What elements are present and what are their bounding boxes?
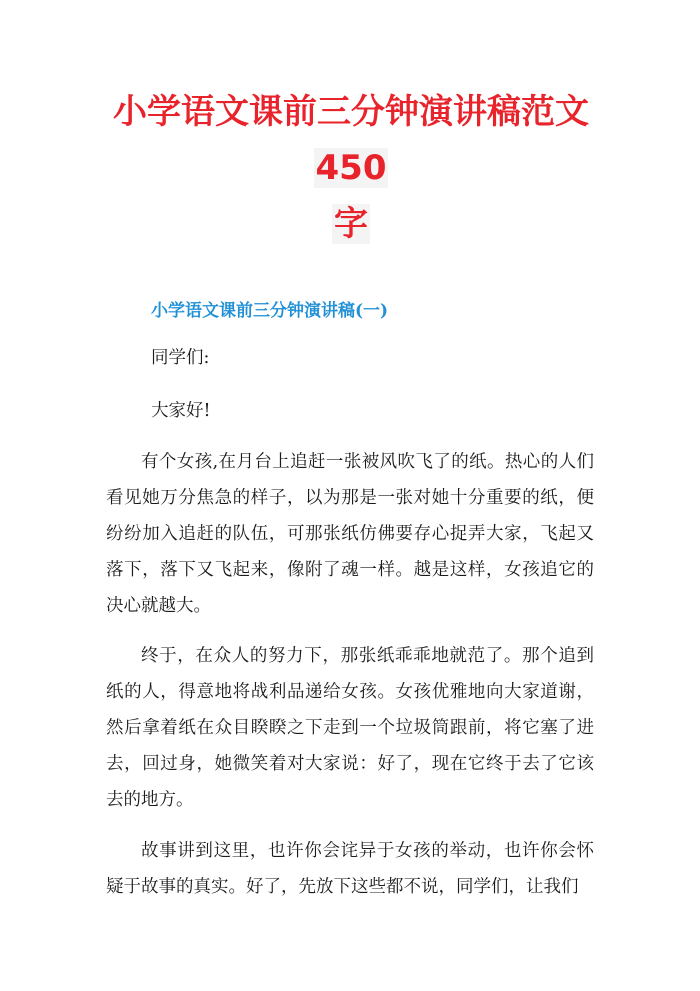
title-text: 小学语文课前三分钟演讲稿范文 — [113, 92, 589, 132]
hello-line: 大家好! — [151, 401, 211, 421]
title-line2: 字 — [334, 204, 368, 244]
paragraph-2: 终于，在众人的努力下，那张纸乖乖地就范了。那个追到纸的人，得意地将战利品递给女孩。女孩优雅地向大家道谢，然后拿着纸在众目睽睽之下走到一个垃圾筒跟前，将它塞了进去，回过身，她微笑着对大家说：好了，现在它终于去了它该去的地方。 — [106, 646, 594, 810]
paragraph-1: 有个女孩,在月台上追赶一张被风吹飞了的纸。热心的人们看见她万分焦急的样子，以为那是一张对她十分重要的纸，便纷纷加入追赶的队伍，可那张纸仿佛要存心捉弄大家，飞起又落下，落下又飞起来，像附了魂一样。越是这样，女孩追它的决心就越大。 — [106, 452, 594, 616]
paragraph-3: 故事讲到这里，也许你会诧异于女孩的举动，也许你会怀疑于故事的真实。好了，先放下这些都不说，同学们，让我们 — [106, 841, 594, 897]
title-number: 450 — [315, 148, 387, 188]
page-title — [95, 84, 607, 252]
greeting-line: 同学们: — [151, 348, 210, 368]
section-heading: 小学语文课前三分钟演讲稿(一) — [151, 301, 389, 321]
